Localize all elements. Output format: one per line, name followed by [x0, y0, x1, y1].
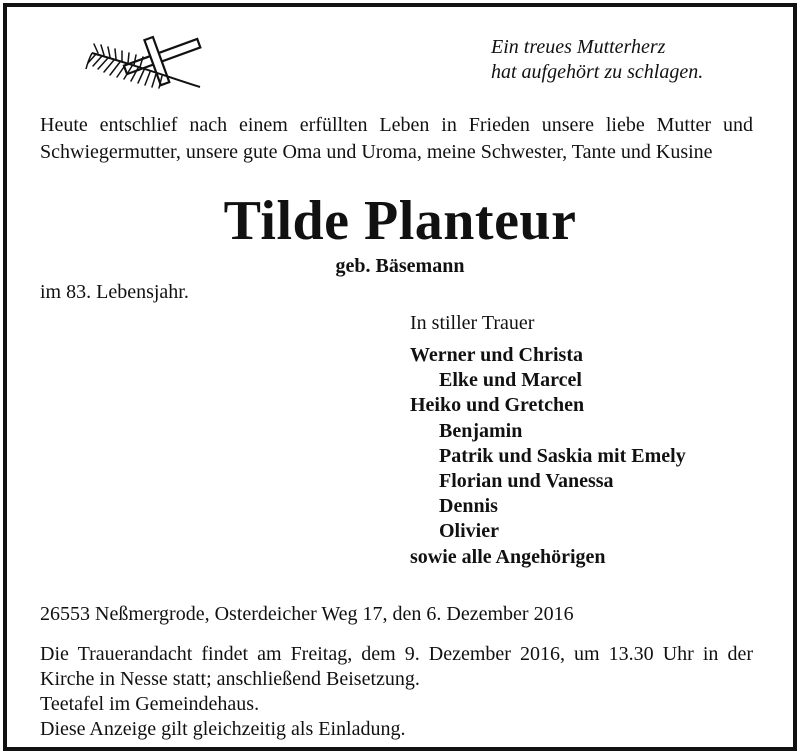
tea-info: Teetafel im Gemeindehaus.	[40, 693, 260, 715]
age-line: im 83. Lebensjahr.	[40, 281, 189, 303]
intro-text: Heute entschlief nach einem erfüllten Leben in Frieden unsere liebe Mutter und Schwiegermutter, unsere gute Oma und Uroma, meine Schwester, Tante und Kusine	[40, 114, 753, 163]
mourner-row: sowie alle Angehörigen	[410, 545, 606, 568]
deceased-name: Tilde Planteur	[223, 190, 577, 252]
mourner-row: Benjamin	[439, 419, 523, 442]
mourner-row: Dennis	[439, 495, 498, 518]
mourner-row: Heiko und Gretchen	[410, 394, 585, 417]
mourning-label: In stiller Trauer	[410, 312, 535, 334]
maiden-name: geb. Bäsemann	[335, 255, 465, 277]
service-info: Die Trauerandacht findet am Freitag, dem 9. Dezember 2016, um 13.30 Uhr in der Kirche in Nesse statt; anschließend Beisetzung.	[40, 643, 753, 690]
service-details	[40, 642, 753, 742]
palm-branch-and-cross-icon	[82, 35, 202, 93]
mourner-row: Florian und Vanessa	[439, 469, 614, 492]
motto-line-2: hat aufgehört zu schlagen.	[491, 61, 704, 83]
motto-line-1: Ein treues Mutterherz	[491, 36, 666, 58]
motto	[491, 35, 703, 85]
mourner-row: Werner und Christa	[410, 344, 583, 366]
place-and-date: 26553 Neßmergrode, Osterdeicher Weg 17, den 6. Dezember 2016	[40, 603, 574, 625]
invitation-note: Diese Anzeige gilt gleichzeitig als Einladung.	[40, 718, 406, 740]
mourner-row: Elke und Marcel	[439, 369, 582, 392]
mourner-row: Patrik und Saskia mit Emely	[439, 444, 686, 467]
mourners-list	[410, 343, 686, 570]
obituary-notice	[3, 3, 797, 751]
mourner-row: Olivier	[439, 520, 499, 543]
